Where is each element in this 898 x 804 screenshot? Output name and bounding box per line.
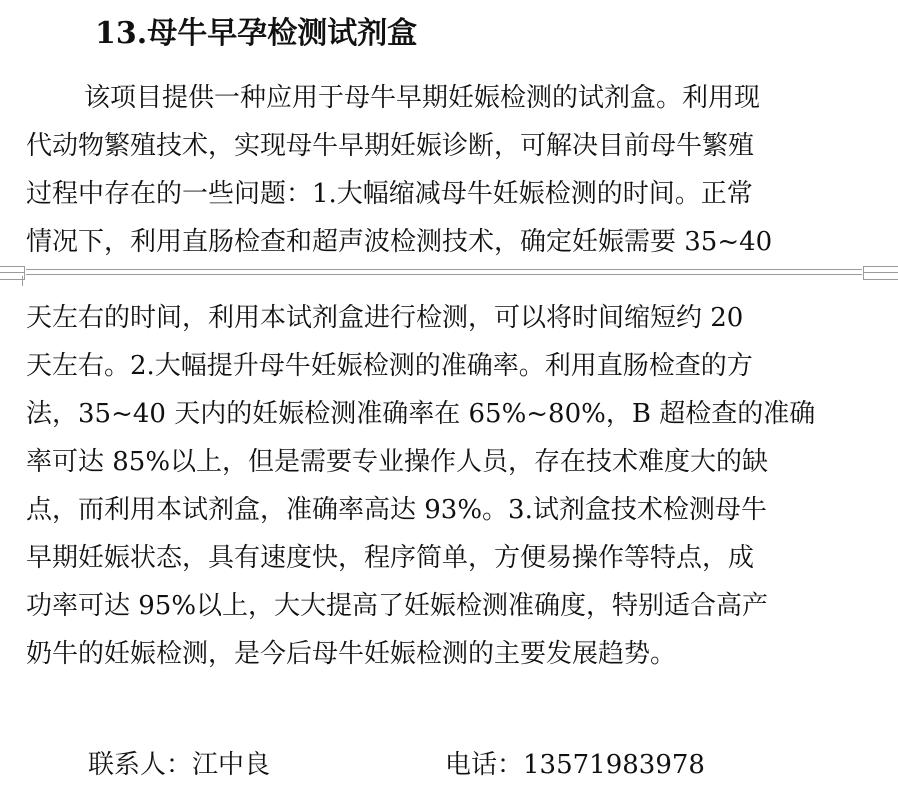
contact-phone-number: 13571983978: [523, 750, 705, 780]
paragraph-line: 天左右的时间，利用本试剂盒进行检测，可以将时间缩短约 20: [26, 303, 744, 333]
contact-person-name: 江中良: [192, 750, 271, 780]
contact-person: [88, 745, 270, 785]
contact-person-label: 联系人：: [88, 750, 193, 780]
paragraph-line: 法，35~40 天内的妊娠检测准确率在 65%~80%，B 超检查的准确: [26, 399, 816, 429]
paragraph-line: 该项目提供一种应用于母牛早期妊娠检测的试剂盒。利用现: [84, 83, 761, 113]
page-break-separator: [0, 266, 898, 280]
page-break-tick: [22, 276, 27, 286]
paragraph-line: 天左右。2.大幅提升母牛妊娠检测的准确率。利用直肠检查的方: [26, 351, 753, 381]
section-title: 13.母牛早孕检测试剂盒: [95, 16, 418, 51]
page-break-right-marker: [863, 266, 898, 280]
paragraph-line: 早期妊娠状态，具有速度快，程序简单，方便易操作等特点，成: [26, 543, 755, 573]
paragraph-line: 过程中存在的一些问题：1.大幅缩减母牛妊娠检测的时间。正常: [26, 179, 753, 209]
page-break-line: [26, 269, 862, 275]
paragraph-line: 奶牛的妊娠检测，是今后母牛妊娠检测的主要发展趋势。: [26, 639, 677, 669]
paragraph-line: 代动物繁殖技术，实现母牛早期妊娠诊断，可解决目前母牛繁殖: [26, 131, 755, 161]
paragraph-line: 点，而利用本试剂盒，准确率高达 93%。3.试剂盒技术检测母牛: [26, 495, 767, 525]
contact-phone: [445, 745, 705, 785]
contact-phone-label: 电话：: [445, 750, 524, 780]
paragraph-line: 率可达 85%以上，但是需要专业操作人员，存在技术难度大的缺: [26, 447, 769, 477]
paragraph-line: 情况下，利用直肠检查和超声波检测技术，确定妊娠需要 35~40: [26, 227, 773, 257]
paragraph-line: 功率可达 95%以上，大大提高了妊娠检测准确度，特别适合高产: [26, 591, 769, 621]
